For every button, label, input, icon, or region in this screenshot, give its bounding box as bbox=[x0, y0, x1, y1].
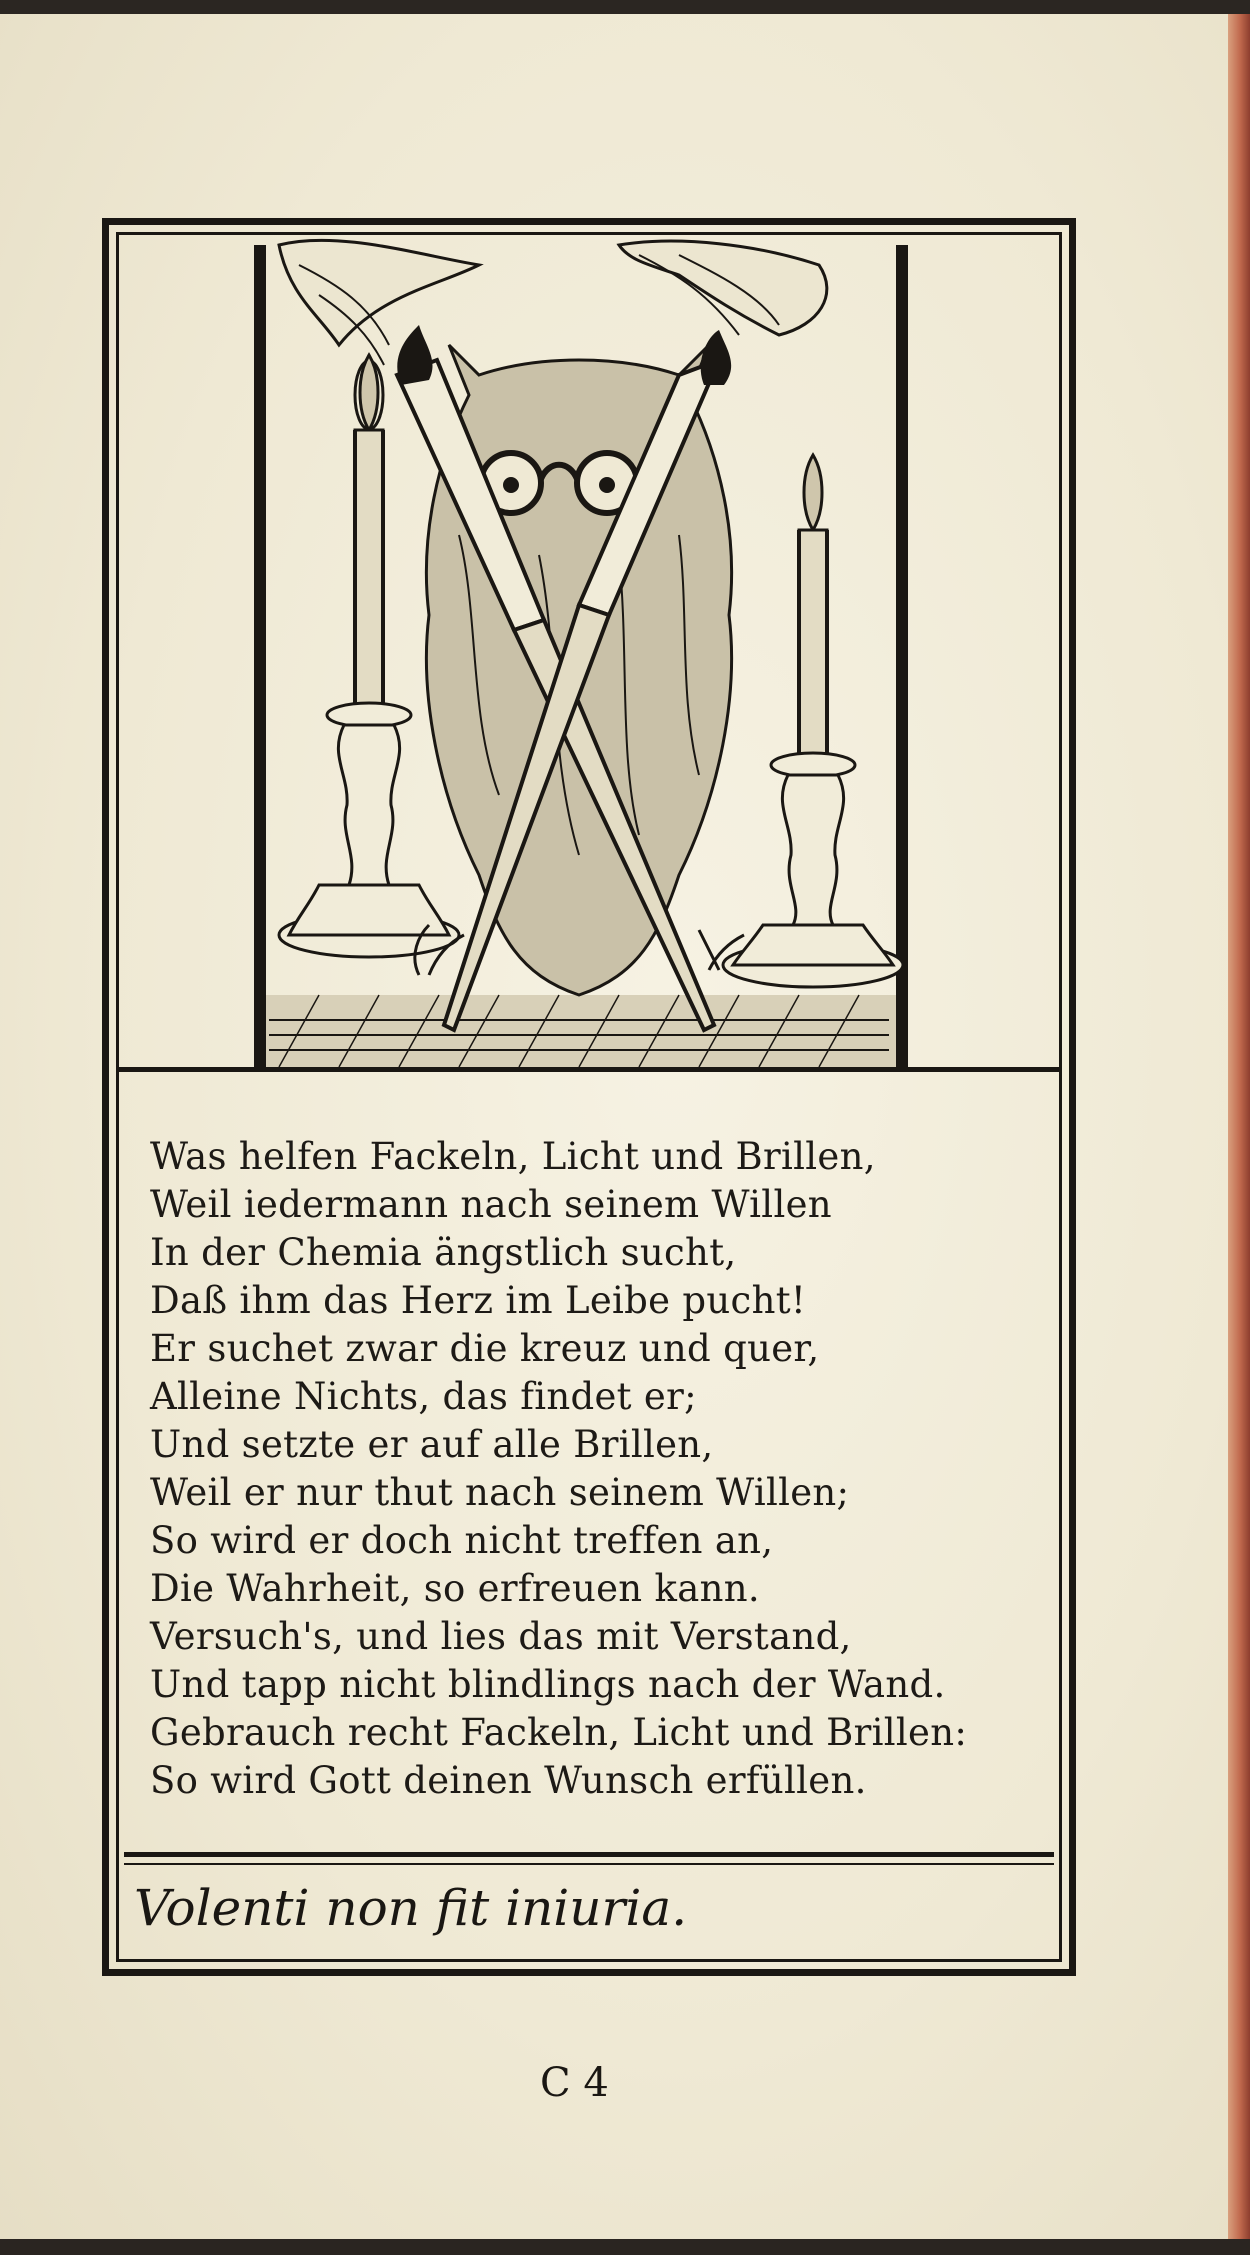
verse-line: Die Wahrheit, so erfreuen kann. bbox=[150, 1567, 760, 1610]
verse-line: Weil iedermann nach seinem Willen bbox=[150, 1183, 832, 1226]
verse-line: Alleine Nichts, das findet er; bbox=[150, 1375, 697, 1418]
motto-box bbox=[124, 1852, 1054, 1952]
smoke-icon bbox=[279, 240, 827, 365]
page-edge bbox=[1228, 14, 1250, 2239]
verse-line: In der Chemia ängstlich sucht, bbox=[150, 1231, 737, 1274]
left-pillar bbox=[254, 245, 266, 1067]
verse-line: Und tapp nicht blindlings nach der Wand. bbox=[150, 1663, 946, 1706]
verse-line: So wird er doch nicht treffen an, bbox=[150, 1519, 774, 1562]
torch-flame-icon bbox=[397, 325, 432, 385]
torch-flame-icon bbox=[701, 330, 731, 385]
verse-line: Was helfen Fackeln, Licht und Brillen, bbox=[150, 1135, 876, 1178]
woodcut-illustration bbox=[119, 235, 1059, 1072]
page-signature: C 4 bbox=[540, 2060, 609, 2106]
right-pillar bbox=[896, 245, 908, 1067]
verse-line: So wird Gott deinen Wunsch erfüllen. bbox=[150, 1759, 867, 1802]
candle-icon bbox=[723, 455, 903, 987]
verse-line: Daß ihm das Herz im Leibe pucht! bbox=[150, 1279, 807, 1322]
binding-shadow bbox=[0, 2239, 1250, 2255]
ground-hatching bbox=[266, 995, 896, 1067]
motto-text: Volenti non fit iniuria. bbox=[134, 1879, 688, 1937]
verse-line: Weil er nur thut nach seinem Willen; bbox=[150, 1471, 850, 1514]
verse-line: Gebrauch recht Fackeln, Licht und Brillen: bbox=[150, 1711, 968, 1754]
verse-line: Er suchet zwar die kreuz und quer, bbox=[150, 1327, 820, 1370]
verse-text bbox=[150, 1133, 1030, 1805]
verse-line: Versuch's, und lies das mit Verstand, bbox=[150, 1615, 852, 1658]
verse-line: Und setzte er auf alle Brillen, bbox=[150, 1423, 714, 1466]
